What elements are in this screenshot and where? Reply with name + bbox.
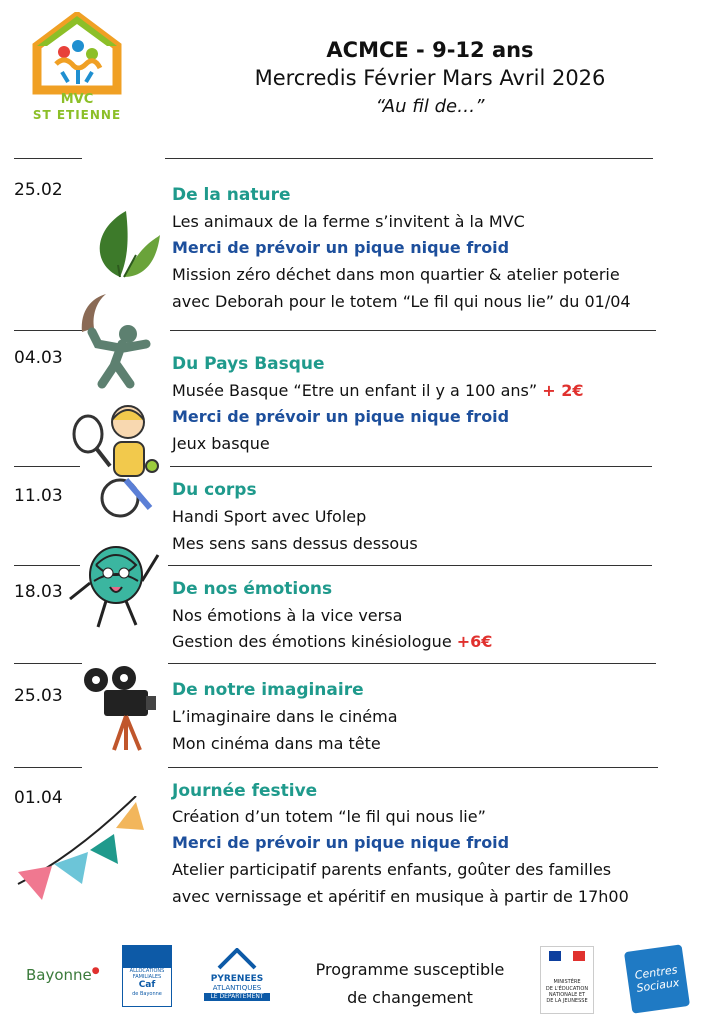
session-line: Musée Basque “Etre un enfant il y a 100 ans” + 2€	[172, 381, 584, 400]
divider	[168, 767, 658, 768]
page-title: ACMCE - 9-12 ans	[326, 38, 534, 62]
divider	[168, 565, 652, 566]
mvc-logo	[22, 12, 132, 124]
bayonne-logo: Bayonne●	[26, 966, 100, 984]
session-line: Les animaux de la ferme s’invitent à la MVC	[172, 212, 525, 231]
session-line: Atelier participatif parents enfants, goûter des familles	[172, 860, 612, 879]
logo-line1: MVC	[60, 92, 94, 107]
session-line: Création d’un totem “le fil qui nous lie”	[172, 807, 486, 826]
session-notice: Merci de prévoir un pique nique froid	[172, 238, 510, 257]
session-date: 25.03	[14, 686, 63, 706]
session-line: avec vernissage et apéritif en musique à partir de 17h00	[172, 887, 629, 906]
price-badge: +6€	[456, 632, 493, 651]
divider	[14, 663, 82, 664]
price-badge: + 2€	[542, 381, 584, 400]
flag-icon	[549, 951, 585, 961]
session-date: 11.03	[14, 486, 63, 506]
scribble-emotion-icon	[66, 535, 164, 631]
divider	[14, 330, 82, 331]
session-line: Gestion des émotions kinésiologue +6€	[172, 632, 493, 651]
session-notice: Merci de prévoir un pique nique froid	[172, 407, 510, 426]
logo-line2: ST ETIENNE	[32, 108, 122, 122]
session-line: Mon cinéma dans ma tête	[172, 734, 381, 753]
session-heading: Journée festive	[172, 781, 318, 801]
caf-logo: ALLOCATIONS FAMILIALES Caf de Bayonne	[122, 945, 172, 1007]
divider	[14, 767, 82, 768]
divider	[168, 663, 656, 664]
session-heading: Du corps	[172, 480, 257, 500]
mountain-icon	[217, 948, 257, 970]
session-heading: De notre imaginaire	[172, 680, 364, 700]
session-date: 25.02	[14, 180, 63, 200]
session-line: Jeux basque	[172, 434, 270, 453]
session-heading: Du Pays Basque	[172, 354, 325, 374]
basque-pelota-player-icon	[78, 292, 158, 392]
pyrenees-logo: PYRENEES ATLANTIQUES LE DÉPARTEMENT	[204, 948, 270, 1008]
ministry-logo: MINISTÈRE DE L'ÉDUCATION NATIONALE ET DE LA JEUNESSE	[540, 946, 594, 1014]
film-projector-icon	[80, 662, 160, 754]
session-line: Handi Sport avec Ufolep	[172, 507, 367, 526]
session-line: Nos émotions à la vice versa	[172, 606, 403, 625]
bunting-flags-icon	[14, 796, 154, 906]
wheelchair-tennis-icon	[70, 394, 162, 520]
session-line: avec Deborah pour le totem “Le fil qui nous lie” du 01/04	[172, 292, 631, 311]
session-heading: De la nature	[172, 185, 291, 205]
session-notice: Merci de prévoir un pique nique froid	[172, 833, 510, 852]
session-date: 04.03	[14, 348, 63, 368]
divider	[170, 330, 656, 331]
session-line: Mes sens sans dessus dessous	[172, 534, 418, 553]
divider	[170, 466, 652, 467]
session-date: 01.04	[14, 788, 63, 808]
divider	[165, 158, 653, 159]
leaves-icon	[90, 205, 162, 281]
house-logo-icon	[22, 12, 132, 102]
caf-emblem-icon	[123, 946, 171, 968]
session-heading: De nos émotions	[172, 579, 333, 599]
page-theme: “Au fil de…”	[375, 96, 485, 117]
session-line: Mission zéro déchet dans mon quartier & atelier poterie	[172, 265, 620, 284]
page-subtitle: Mercredis Février Mars Avril 2026	[254, 66, 606, 90]
session-line: L’imaginaire dans le cinéma	[172, 707, 398, 726]
divider	[14, 158, 82, 159]
schedule-notice: Programme susceptible de changement	[315, 960, 505, 1007]
centres-sociaux-logo: Centres Sociaux	[624, 944, 690, 1013]
session-date: 18.03	[14, 582, 63, 602]
